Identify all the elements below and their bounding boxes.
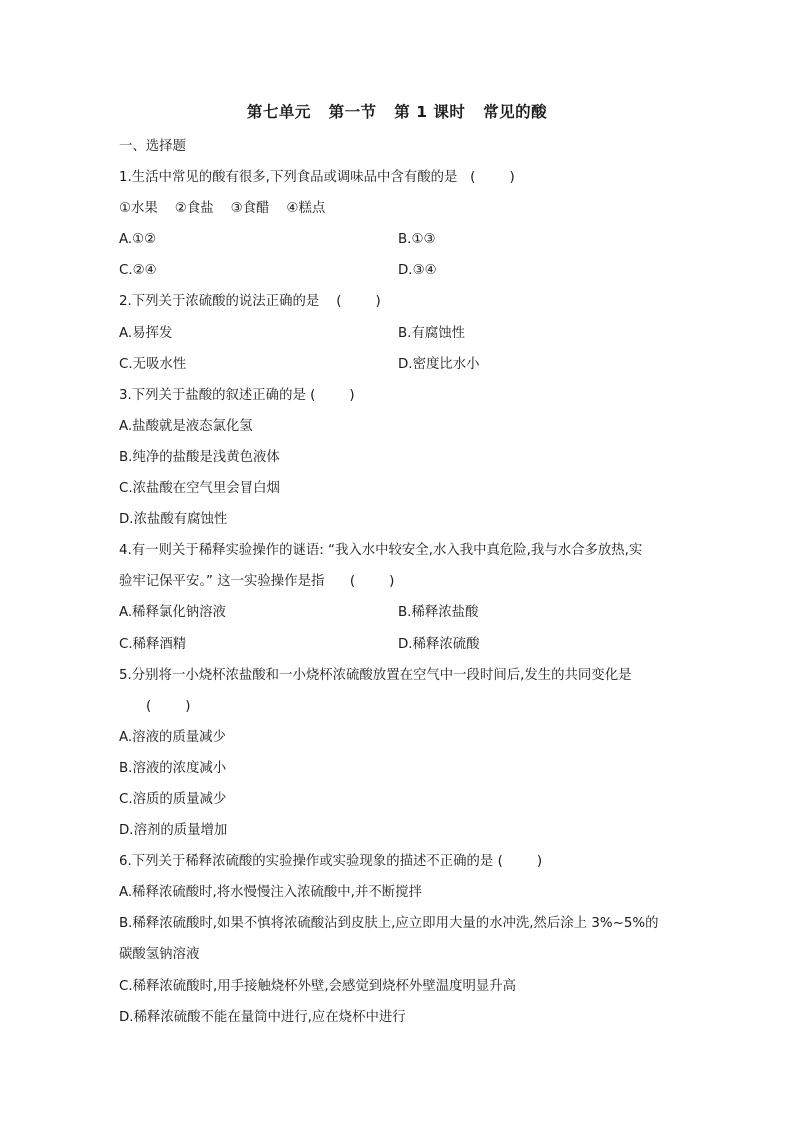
q4-option-d: D.稀释浓硫酸 <box>398 636 480 652</box>
q2-stem: 2.下列关于浓硫酸的说法正确的是 ( ) <box>119 294 381 310</box>
section-heading: 一、选择题 <box>119 139 186 154</box>
q5-option-c: C.溶质的质量减少 <box>119 791 227 807</box>
q3-option-c: C.浓盐酸在空气里会冒白烟 <box>119 481 280 497</box>
q2-option-b: B.有腐蚀性 <box>398 325 466 341</box>
q6-option-b-line-2: 碳酸氢钠溶液 <box>119 947 200 963</box>
q1-options-row-1 <box>119 224 679 255</box>
q3-option-a: A.盐酸就是液态氯化氢 <box>119 418 253 434</box>
q1-options-row-2 <box>119 255 679 286</box>
q3-option-d: D.浓盐酸有腐蚀性 <box>119 512 228 528</box>
q1-items: ①水果 ②食盐 ③食醋 ④糕点 <box>119 201 326 217</box>
q1-option-d: D.③④ <box>398 263 437 279</box>
q4-stem-line-2: 验牢记保平安。” 这一实验操作是指 ( ) <box>119 574 395 590</box>
q5-option-b: B.溶液的浓度减小 <box>119 760 227 776</box>
q1-option-c: C.②④ <box>119 263 157 279</box>
q2-options-row-2 <box>119 349 679 380</box>
q6-option-b-line-1: B.稀释浓硫酸时,如果不慎将浓硫酸沾到皮肤上,应立即用大量的水冲洗,然后涂上 3%~5%的 <box>119 916 659 932</box>
q1-stem: 1.生活中常见的酸有很多,下列食品或调味品中含有酸的是 ( ) <box>119 170 515 186</box>
page-title: 第七单元 第一节 第 1 课时 常见的酸 <box>246 103 548 121</box>
q3-option-b: B.纯净的盐酸是浅黄色液体 <box>119 449 280 465</box>
q4-options-row-1 <box>119 597 679 628</box>
q3-stem: 3.下列关于盐酸的叙述正确的是 ( ) <box>119 387 355 403</box>
q2-option-c: C.无吸水性 <box>119 356 187 372</box>
q6-stem: 6.下列关于稀释浓硫酸的实验操作或实验现象的描述不正确的是 ( ) <box>119 854 543 870</box>
q5-option-a: A.溶液的质量减少 <box>119 729 226 745</box>
q2-options-row-1 <box>119 318 679 349</box>
q4-option-b: B.稀释浓盐酸 <box>398 605 479 621</box>
q4-stem-line-1: 4.有一则关于稀释实验操作的谜语: “我入水中较安全,水入我中真危险,我与水合多放热,实 <box>119 543 643 559</box>
q5-stem-line-1: 5.分别将一小烧杯浓盐酸和一小烧杯浓硫酸放置在空气中一段时间后,发生的共同变化是 <box>119 667 632 683</box>
q1-option-b: B.①③ <box>398 232 436 248</box>
q4-option-c: C.稀释酒精 <box>119 636 187 652</box>
q6-option-d: D.稀释浓硫酸不能在量筒中进行,应在烧杯中进行 <box>119 1009 406 1025</box>
q4-options-row-2 <box>119 629 679 660</box>
question-list <box>119 131 679 1033</box>
q5-option-d: D.溶剂的质量增加 <box>119 823 228 839</box>
q2-option-d: D.密度比水小 <box>398 356 480 372</box>
q1-option-a: A.①② <box>119 232 157 248</box>
q2-option-a: A.易挥发 <box>119 325 173 341</box>
q6-option-a: A.稀释浓硫酸时,将水慢慢注入浓硫酸中,并不断搅拌 <box>119 885 422 901</box>
q5-stem-line-2: ( ) <box>146 698 191 714</box>
q6-option-c: C.稀释浓硫酸时,用手接触烧杯外壁,会感觉到烧杯外壁温度明显升高 <box>119 978 517 994</box>
q4-option-a: A.稀释氯化钠溶液 <box>119 605 226 621</box>
